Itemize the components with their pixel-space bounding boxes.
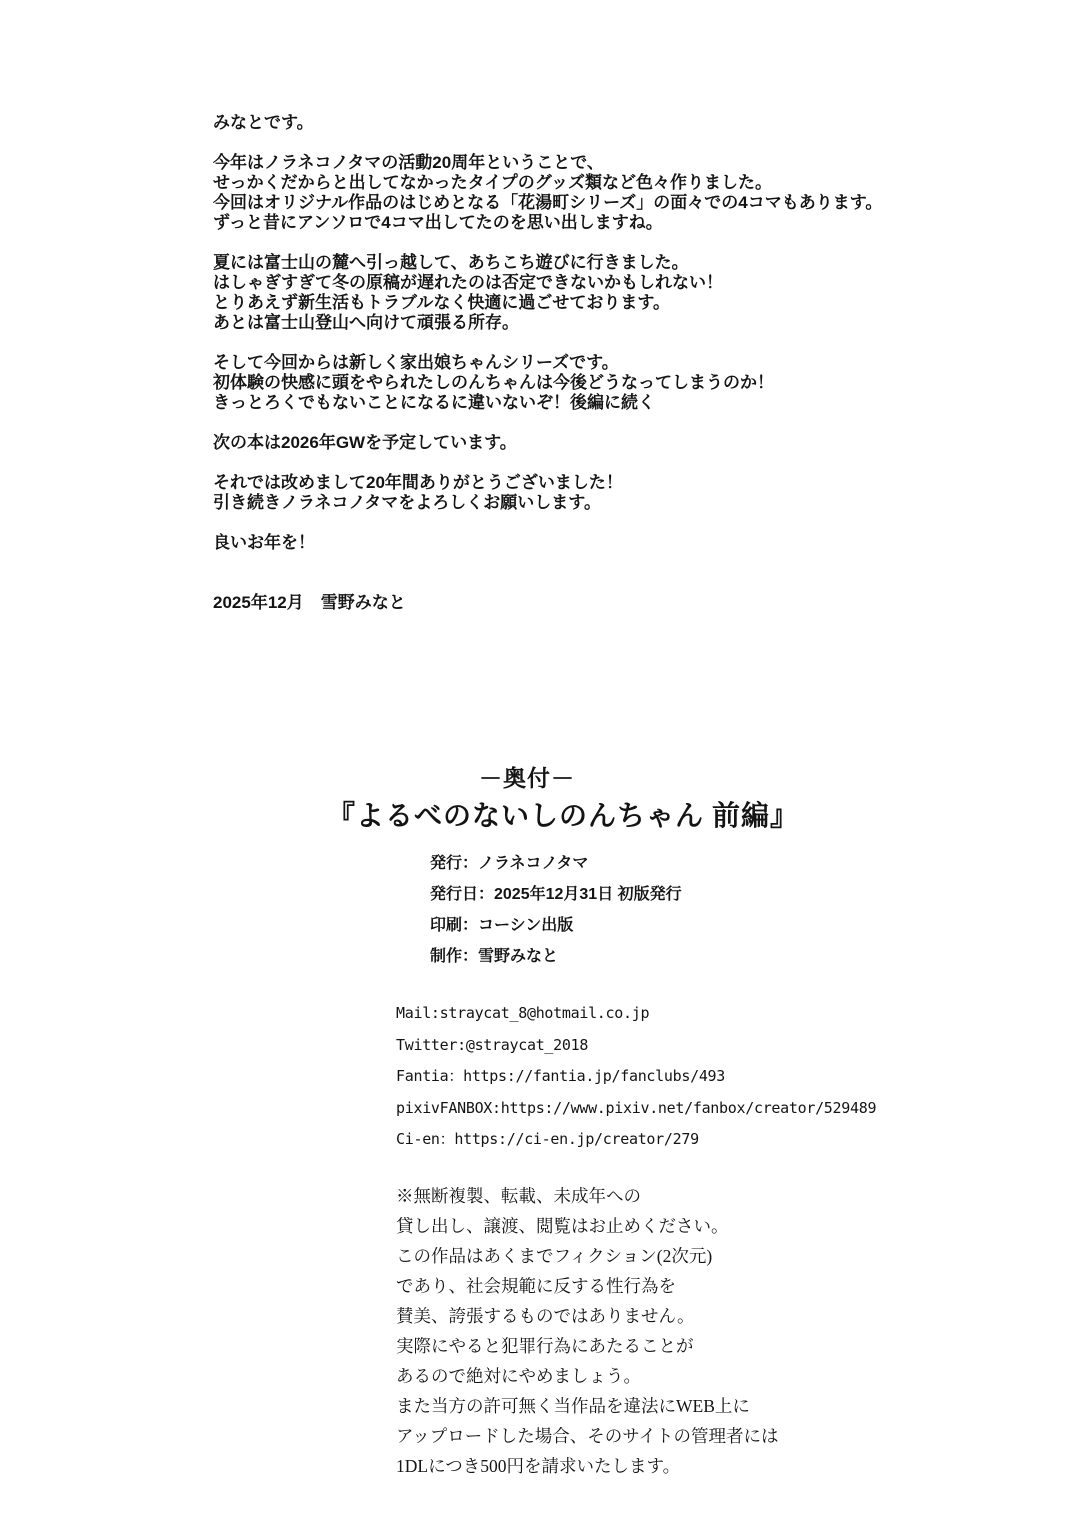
- afterword-line: 引き続きノラネコノタマをよろしくお願いします。: [213, 493, 601, 512]
- contact-line: Twitter:@straycat_2018: [396, 1035, 589, 1054]
- disclaimer-line: 賛美、誇張するものではありません。: [396, 1306, 695, 1326]
- publication-line: 発行：ノラネコノタマ: [430, 855, 589, 872]
- afterword-line: あとは富士山登山へ向けて頑張る所存。: [213, 313, 519, 332]
- contact-links: [396, 998, 876, 1156]
- colophon-header: －奥付－: [479, 766, 575, 791]
- publication-info: [430, 848, 682, 972]
- contact-line: Mail:straycat_8@hotmail.co.jp: [396, 1004, 650, 1022]
- afterword-line: せっかくだからと出してなかったタイプのグッズ類など色々作りました。: [213, 173, 772, 192]
- disclaimer-line: アップロードした場合、そのサイトの管理者には: [396, 1426, 779, 1446]
- afterword-line: はしゃぎすぎて冬の原稿が遅れたのは否定できないかもしれない！: [213, 273, 723, 292]
- afterword-line: 夏には富士山の麓へ引っ越して、あちこち遊びに行きました。: [213, 253, 689, 272]
- afterword-line: 今年はノラネコノタマの活動20周年ということで、: [213, 153, 604, 172]
- afterword-line: [213, 513, 882, 533]
- afterword-line: [213, 573, 882, 593]
- disclaimer-line: この作品はあくまでフィクション(2次元): [396, 1246, 713, 1266]
- disclaimer-line: ※無断複製、転載、未成年への: [396, 1186, 641, 1206]
- book-title: 『よるべのないしのんちゃん 前編』: [326, 801, 800, 832]
- afterword-line: 2025年12月 雪野みなと: [213, 593, 406, 612]
- afterword-line: みなとです。: [213, 113, 314, 132]
- disclaimer-text: [396, 1181, 779, 1481]
- afterword-line: 次の本は2026年GWを予定しています。: [213, 433, 517, 452]
- afterword-text: [213, 113, 882, 613]
- contact-line: Fantia：https://fantia.jp/fanclubs/493: [396, 1067, 726, 1085]
- publication-line: 印刷：コーシン出版: [430, 917, 574, 934]
- afterword-line: とりあえず新生活もトラブルなく快適に過ごせております。: [213, 293, 670, 312]
- afterword-line: ずっと昔にアンソロで4コマ出してたのを思い出しますね。: [213, 213, 663, 232]
- afterword-line: [213, 133, 882, 153]
- publication-line: 発行日：2025年12月31日 初版発行: [430, 886, 682, 903]
- afterword-line: きっとろくでもないことになるに違いないぞ！後編に続く: [213, 393, 655, 412]
- afterword-line: そして今回からは新しく家出娘ちゃんシリーズです。: [213, 353, 619, 372]
- contact-line: pixivFANBOX:https://www.pixiv.net/fanbox/creator/529489: [396, 1098, 877, 1117]
- afterword-line: 今回はオリジナル作品のはじめとなる「花湯町シリーズ」の面々での4コマもあります。: [213, 193, 883, 212]
- publication-line: 制作：雪野みなと: [430, 948, 559, 965]
- disclaimer-line: 1DLにつき500円を請求いたします。: [396, 1456, 681, 1476]
- afterword-line: 初体験の快感に頭をやられたしのんちゃんは今後どうなってしまうのか！: [213, 373, 774, 392]
- contact-line: Ci-en：https://ci-en.jp/creator/279: [396, 1130, 699, 1148]
- afterword-line: 良いお年を！: [213, 533, 315, 552]
- disclaimer-line: 貸し出し、譲渡、閲覧はお止めください。: [396, 1216, 729, 1236]
- afterword-line: [213, 413, 882, 433]
- disclaimer-line: あるので絶対にやめましょう。: [396, 1366, 641, 1386]
- afterword-line: [213, 233, 882, 253]
- afterword-line: [213, 453, 882, 473]
- afterword-line: それでは改めまして20年間ありがとうございました！: [213, 473, 623, 492]
- disclaimer-line: であり、社会規範に反する性行為を: [396, 1276, 676, 1296]
- disclaimer-line: 実際にやると犯罪行為にあたることが: [396, 1336, 694, 1356]
- disclaimer-line: また当方の許可無く当作品を違法にWEB上に: [396, 1396, 750, 1416]
- afterword-line: [213, 333, 882, 353]
- afterword-line: [213, 553, 882, 573]
